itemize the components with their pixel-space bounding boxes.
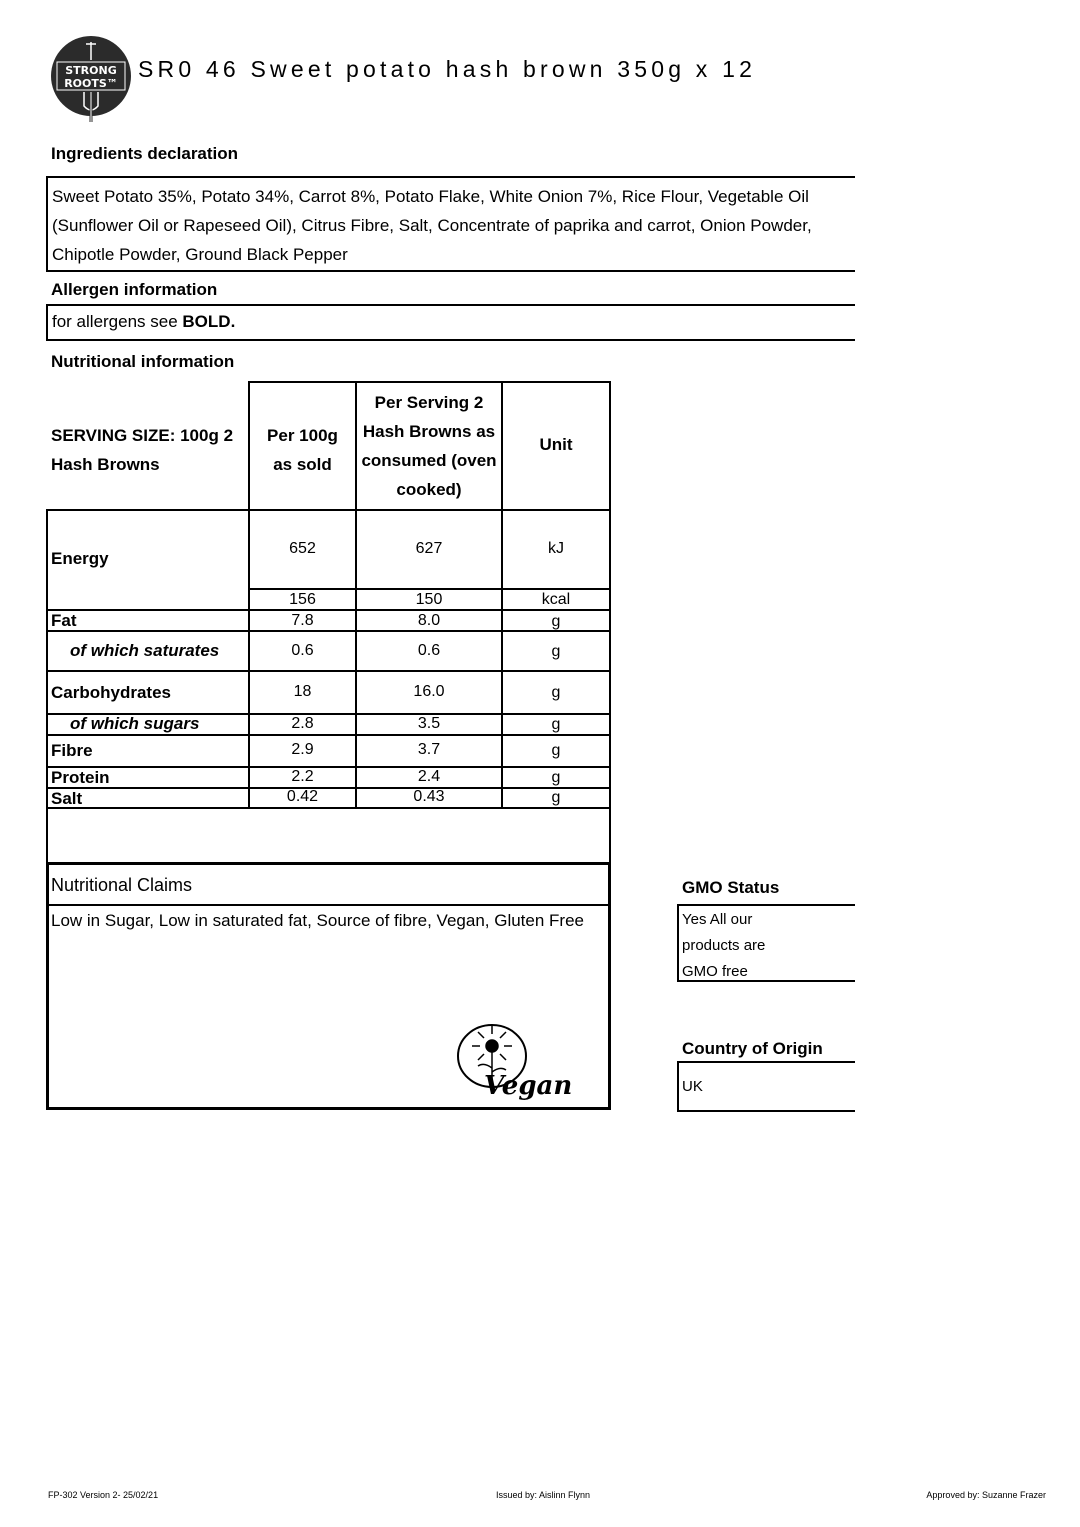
cell-carbohydrates-unit: g <box>551 684 561 701</box>
ingredients-line3: Chipotle Powder, Ground Black Pepper <box>52 245 348 264</box>
footer-issued-by: Issued by: Aislinn Flynn <box>496 1490 591 1500</box>
cell-fibre-serving: 3.7 <box>417 741 441 758</box>
ingredients-line2: (Sunflower Oil or Rapeseed Oil), Citrus Fibre, Salt, Concentrate of paprika and carrot, Onion Powder, <box>52 216 812 235</box>
origin-value: UK <box>682 1078 703 1095</box>
cell-fat-unit: g <box>551 613 561 630</box>
cell-salt-serving: 0.43 <box>413 788 445 805</box>
strong-roots-logo <box>49 34 133 126</box>
cell-energy-kcal-unit: kcal <box>541 591 571 608</box>
allergen-text-bold: BOLD. <box>182 312 236 331</box>
gmo-heading: GMO Status <box>682 878 780 897</box>
col-per100-line2: as sold <box>273 455 332 474</box>
claims-text: Low in Sugar, Low in saturated fat, Source of fibre, Vegan, Gluten Free <box>51 911 584 930</box>
vegan-logo-text: Vegan <box>484 1071 571 1101</box>
row-label-protein: Protein <box>51 768 110 787</box>
row-label-sugars: of which sugars <box>70 714 200 733</box>
row-label-salt: Salt <box>51 789 83 808</box>
ingredients-heading: Ingredients declaration <box>51 144 239 163</box>
cell-energy-kj-unit: kJ <box>548 540 564 557</box>
vegan-logo <box>456 1022 571 1102</box>
row-label-saturates: of which saturates <box>70 641 220 660</box>
cell-protein-serving: 2.4 <box>417 768 441 785</box>
gmo-box <box>677 904 855 982</box>
row-label-energy: Energy <box>51 549 109 568</box>
allergen-text-prefix: for allergens see <box>52 312 183 331</box>
col-per100-line1: Per 100g <box>267 426 338 445</box>
cell-salt-unit: g <box>551 789 561 806</box>
cell-saturates-serving: 0.6 <box>417 642 441 659</box>
logo-line2: ROOTS™ <box>64 77 118 90</box>
footer-version: FP-302 Version 2- 25/02/21 <box>48 1490 159 1500</box>
nutrition-heading: Nutritional information <box>51 352 235 371</box>
cell-protein-per100: 2.2 <box>291 768 314 785</box>
cell-energy-kcal-serving: 150 <box>415 591 443 608</box>
serving-size-line1: SERVING SIZE: 100g 2 <box>51 426 234 445</box>
ingredients-line1: Sweet Potato 35%, Potato 34%, Carrot 8%, Potato Flake, White Onion 7%, Rice Flour, Vegetable Oil <box>52 187 809 206</box>
cell-sugars-unit: g <box>551 716 561 733</box>
row-label-fat: Fat <box>51 611 77 630</box>
cell-carbohydrates-per100: 18 <box>293 683 312 700</box>
claims-heading: Nutritional Claims <box>51 875 193 895</box>
gmo-line1: Yes All our <box>682 911 753 928</box>
cell-salt-per100: 0.42 <box>286 788 319 805</box>
cell-fibre-per100: 2.9 <box>291 741 314 758</box>
col-serving-line3: consumed (oven <box>361 451 497 470</box>
cell-energy-kj-per100: 652 <box>289 540 316 557</box>
cell-sugars-serving: 3.5 <box>417 715 441 732</box>
gmo-line3: GMO free <box>682 963 748 980</box>
origin-box <box>677 1061 855 1112</box>
claims-box <box>46 862 611 1110</box>
document-title: SR0 46 Sweet potato hash brown 350g x 12 <box>138 56 757 82</box>
cell-carbohydrates-serving: 16.0 <box>413 683 445 700</box>
cell-fat-per100: 7.8 <box>291 612 314 629</box>
col-serving-line4: cooked) <box>396 480 462 499</box>
col-serving-line1: Per Serving 2 <box>374 393 484 412</box>
gmo-line2: products are <box>682 937 766 954</box>
col-serving-line2: Hash Browns as <box>362 422 496 441</box>
ingredients-box <box>46 176 855 272</box>
cell-fibre-unit: g <box>551 742 561 759</box>
cell-energy-kcal-per100: 156 <box>289 591 316 608</box>
cell-protein-unit: g <box>551 769 561 786</box>
cell-saturates-unit: g <box>551 643 561 660</box>
origin-heading: Country of Origin <box>682 1039 823 1058</box>
cell-sugars-per100: 2.8 <box>291 715 314 732</box>
allergen-heading: Allergen information <box>51 280 218 299</box>
allergen-box <box>46 304 855 341</box>
col-per100-header <box>250 421 355 479</box>
serving-size-line2: Hash Browns <box>51 455 160 474</box>
logo-line1: STRONG <box>65 64 117 77</box>
col-serving-header <box>357 388 501 504</box>
cell-energy-kj-serving: 627 <box>415 540 443 557</box>
cell-fat-serving: 8.0 <box>417 612 441 629</box>
cell-saturates-per100: 0.6 <box>291 642 314 659</box>
col-unit-header: Unit <box>539 435 573 454</box>
row-label-carbohydrates: Carbohydrates <box>51 683 171 702</box>
footer-approved-by: Approved by: Suzanne Frazer <box>926 1490 1046 1500</box>
serving-size-label <box>51 421 233 479</box>
row-label-fibre: Fibre <box>51 741 93 760</box>
allergen-text <box>52 312 235 332</box>
